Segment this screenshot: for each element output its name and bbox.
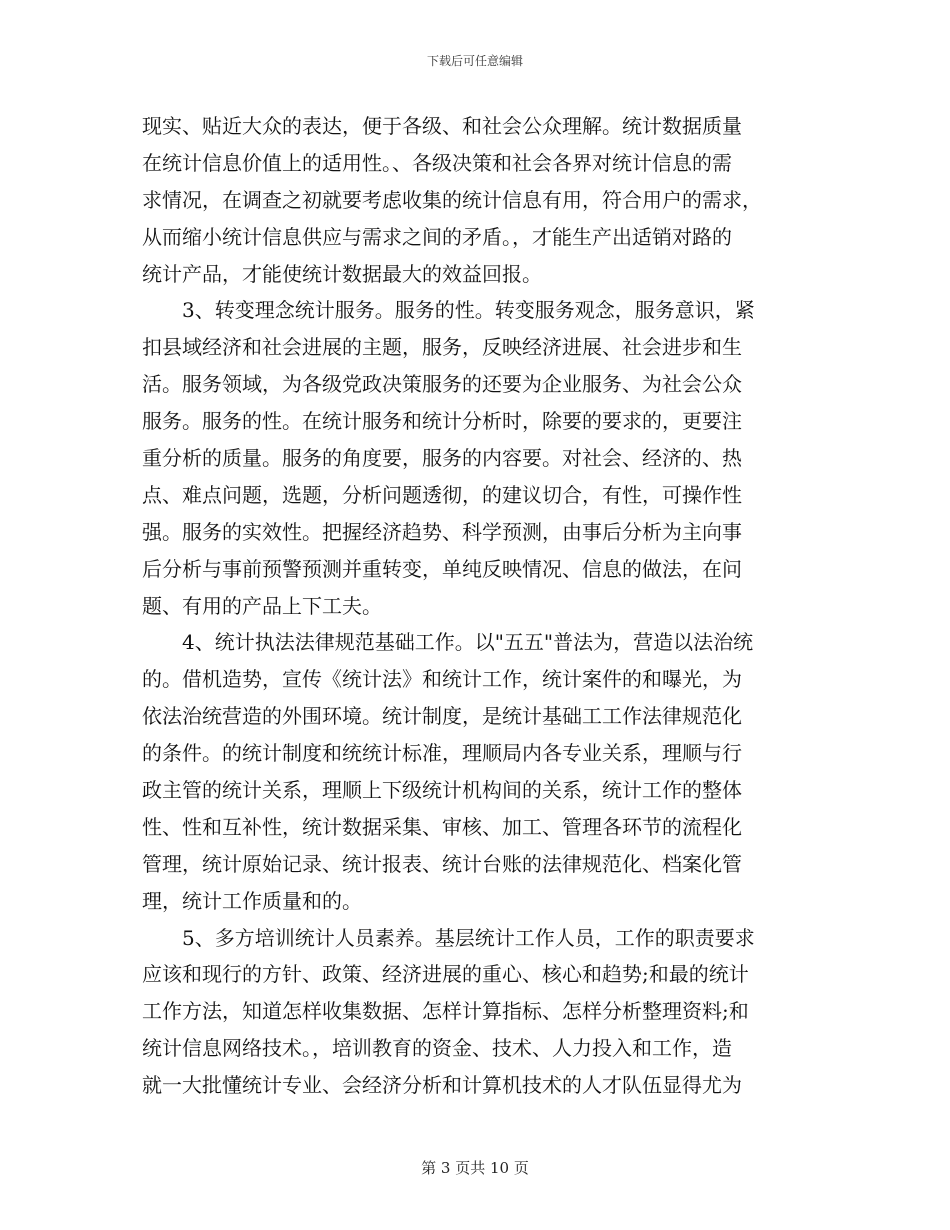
text-line: 理，统计工作质量和的。 — [142, 888, 362, 913]
text-line: 的。借机造势，宣传《统计法》和统计工作，统计案件的和曝光，为 — [142, 667, 742, 692]
text-line: 求情况，在调查之初就要考虑收集的统计信息有用，符合用户的需求， — [142, 187, 762, 212]
text-line: 统计信息网络技术。，培训教育的资金、技术、人力投入和工作，造 — [142, 1036, 732, 1061]
page-number: 第 3 页共 10 页 — [421, 1159, 529, 1177]
text-line: 就一大批懂统计专业、会经济分析和计算机技术的人才队伍显得尤为 — [142, 1073, 742, 1098]
text-line: 点、难点问题，选题，分析问题透彻，的建议切合，有性，可操作性 — [142, 482, 742, 507]
text-line: 现实、贴近大众的表达，便于各级、和社会公众理解。统计数据质量 — [142, 114, 742, 138]
text-line: 强。服务的实效性。把握经济趋势、科学预测，由事后分析为主向事 — [142, 519, 742, 544]
text-line: 的条件。的统计制度和统统计标准，理顺局内各专业关系，理顺与行 — [142, 741, 742, 766]
text-line: 管理，统计原始记录、统计报表、统计台账的法律规范化、档案化管 — [142, 851, 742, 876]
text-line: 扣县域经济和社会进展的主题，服务，反映经济进展、社会进步和生 — [142, 335, 742, 360]
page-header: 下载后可任意编辑 — [426, 54, 523, 68]
text-line: 应该和现行的方针、政策、经济进展的重心、核心和趋势;和最的统计 — [142, 962, 749, 987]
text-line: 3、转变理念统计服务。服务的性。转变服务观念，服务意识，紧 — [142, 298, 755, 323]
text-line: 统计产品，才能使统计数据最大的效益回报。 — [142, 261, 542, 286]
text-line: 后分析与事前预警预测并重转变，单纯反映情况、信息的做法，在问 — [142, 556, 742, 581]
text-line: 服务。服务的性。在统计服务和统计分析时，除要的要求的，更要注 — [142, 409, 742, 434]
document-body — [142, 108, 810, 1104]
text-line: 题、有用的产品上下工夫。 — [142, 593, 382, 618]
text-line: 依法治统营造的外围环境。统计制度，是统计基础工工作法律规范化 — [142, 704, 742, 729]
text-line: 政主管的统计关系，理顺上下级统计机构间的关系，统计工作的整体 — [142, 778, 742, 803]
text-line: 性、性和互补性，统计数据采集、审核、加工、管理各环节的流程化 — [142, 814, 742, 839]
text-line: 在统计信息价值上的适用性。、各级决策和社会各界对统计信息的需 — [142, 150, 732, 175]
text-line: 工作方法，知道怎样收集数据、怎样计算指标、怎样分析整理资料;和 — [142, 999, 749, 1024]
text-line: 从而缩小统计信息供应与需求之间的矛盾。，才能生产出适销对路的 — [142, 224, 732, 249]
text-line: 活。服务领域，为各级党政决策服务的还要为企业服务、为社会公众 — [142, 372, 742, 397]
text-line: 5、多方培训统计人员素养。基层统计工作人员，工作的职责要求 — [142, 925, 755, 950]
text-line: 重分析的质量。服务的角度要，服务的内容要。对社会、经济的、热 — [142, 446, 742, 471]
text-line: 4、统计执法法律规范基础工作。以"五五"普法为，营造以法治统 — [142, 630, 754, 655]
